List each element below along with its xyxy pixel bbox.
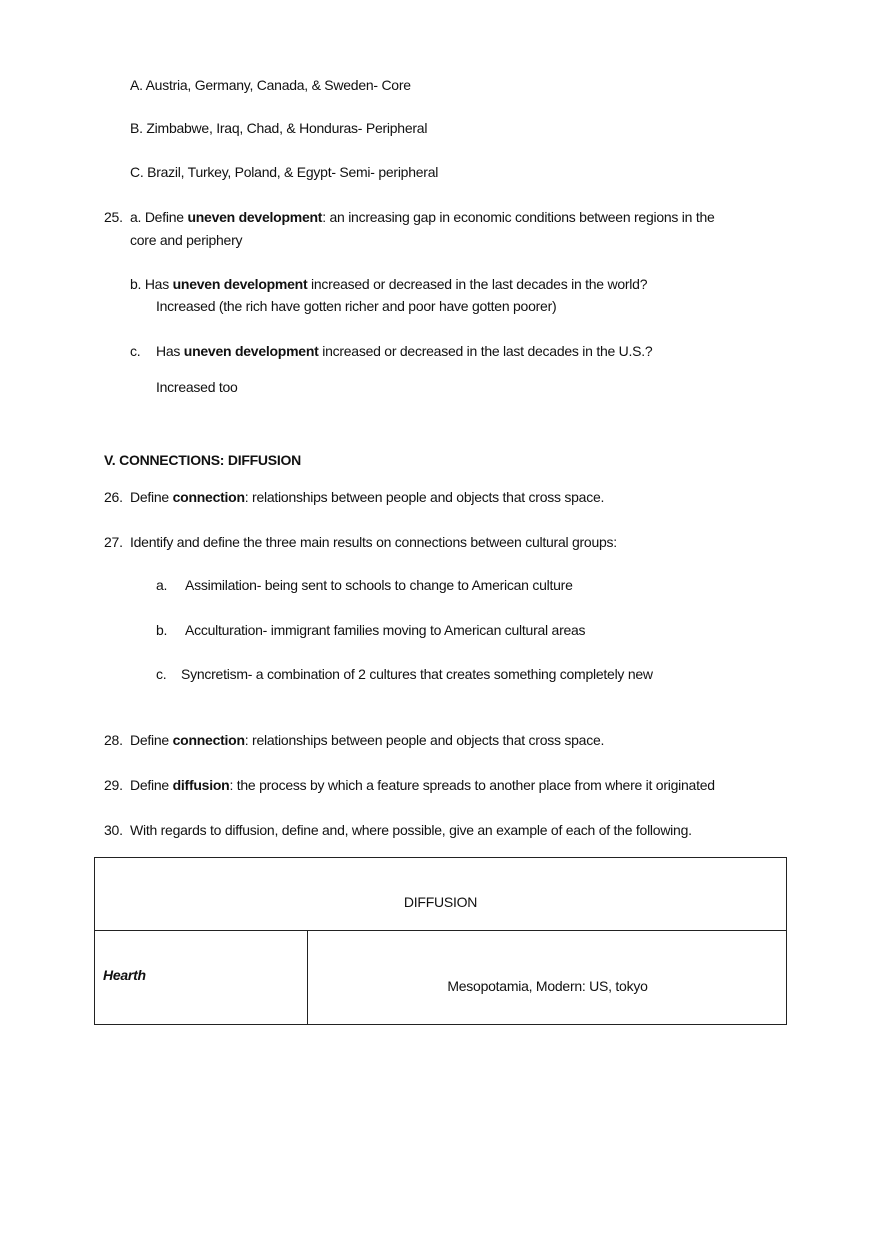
list-item: Assimilation- being sent to schools to change to American culture	[185, 577, 573, 593]
text: increased or decreased in the last decades in the U.S.?	[318, 343, 653, 359]
question-number: 26.	[104, 489, 123, 505]
text: b. Has	[130, 276, 173, 292]
text: Define	[130, 777, 173, 793]
definition: : relationships between people and objects that cross space.	[244, 732, 605, 748]
answer-hearth: Mesopotamia, Modern: US, tokyo	[447, 978, 648, 994]
question-25c	[156, 342, 652, 360]
definition: : relationships between people and objects that cross space.	[244, 489, 605, 505]
question-25b	[130, 275, 647, 293]
text: Define	[130, 489, 173, 505]
question-26	[130, 488, 604, 506]
item-letter: c.	[130, 343, 141, 359]
table-cell-answer	[309, 931, 786, 1024]
question-29	[130, 776, 715, 794]
definition: : the process by which a feature spreads to another place from where it originated	[229, 777, 715, 793]
definition-continued: core and periphery	[130, 232, 243, 248]
text: increased or decreased in the last decades in the world?	[307, 276, 648, 292]
table-header-text: DIFFUSION	[403, 894, 478, 910]
text: Define	[130, 732, 173, 748]
text: Has	[156, 343, 184, 359]
term: diffusion	[172, 777, 230, 793]
question-number: 27.	[104, 534, 123, 550]
item-letter: a.	[156, 577, 168, 593]
answer-peripheral: B. Zimbabwe, Iraq, Chad, & Honduras- Peripheral	[130, 120, 428, 136]
term-hearth: Hearth	[103, 967, 146, 983]
section-title: V. CONNECTIONS: DIFFUSION	[104, 452, 302, 468]
list-item: Acculturation- immigrant families moving to American cultural areas	[185, 622, 586, 638]
term: uneven development	[183, 343, 319, 359]
question-30: With regards to diffusion, define and, where possible, give an example of each of the following.	[130, 822, 692, 838]
question-number: 25.	[104, 209, 123, 225]
term: uneven development	[187, 209, 323, 225]
text: a. Define	[130, 209, 188, 225]
term: connection	[172, 732, 245, 748]
question-27: Identify and define the three main results on connections between cultural groups:	[130, 534, 617, 550]
list-item: Syncretism- a combination of 2 cultures that creates something completely new	[181, 666, 653, 682]
question-number: 30.	[104, 822, 123, 838]
question-25a	[130, 208, 715, 226]
answer-core: A. Austria, Germany, Canada, & Sweden- Core	[130, 77, 411, 93]
answer-25b: Increased (the rich have gotten richer and poor have gotten poorer)	[156, 298, 557, 314]
definition: : an increasing gap in economic conditions between regions in the	[322, 209, 715, 225]
table-header	[95, 858, 786, 931]
item-letter: c.	[156, 666, 167, 682]
diffusion-table	[94, 857, 787, 1025]
table-cell-term	[95, 931, 308, 1024]
answer-25c: Increased too	[156, 379, 238, 395]
term: uneven development	[172, 276, 308, 292]
question-number: 29.	[104, 777, 123, 793]
answer-semi-peripheral: C. Brazil, Turkey, Poland, & Egypt- Semi- peripheral	[130, 164, 439, 180]
question-28	[130, 731, 604, 749]
term: connection	[172, 489, 245, 505]
item-letter: b.	[156, 622, 168, 638]
question-number: 28.	[104, 732, 123, 748]
